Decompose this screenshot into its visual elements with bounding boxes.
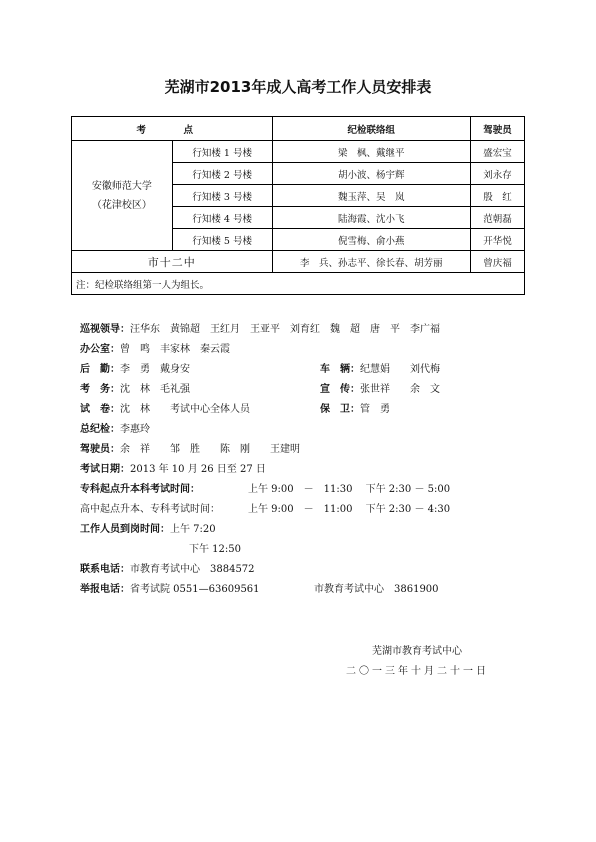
building-cell: 行知楼 3 号楼 [172,185,272,207]
papers-names: 沈 林 考试中心全体人员 [120,404,250,415]
contact-value: 市教育考试中心 3884572 [130,564,255,575]
exam-site-school [72,141,173,251]
report-value-city: 市教育考试中心 3861900 [314,584,439,595]
driver-cell: 开华悦 [471,229,525,251]
exam-affairs-line [80,380,190,395]
group-cell: 胡小波、杨宇辉 [272,163,471,185]
signature-date: 二〇一三年十月二十一日 [346,666,489,677]
exam-site-school2: 市十二中 [72,251,273,273]
publicity-label: 宣 传： [320,384,360,395]
logistics-line [80,360,190,375]
publicity-line [320,380,440,395]
discipline-names: 李惠玲 [120,424,150,435]
zsb-time-line [80,480,200,495]
arrive-am: 上午 7:20 [170,524,216,535]
school-campus: （花津校区） [91,199,152,211]
signature-org: 芜湖市教育考试中心 [372,646,462,657]
exam-date-value: 2013 年 10 月 26 日至 27 日 [130,464,266,475]
office-label: 办公室： [80,344,120,355]
gz-time-label: 高中起点升本、专科考试时间： [80,504,220,515]
arrive-pm: 下午 12:50 [189,544,241,555]
header-driver: 驾驶员 [471,117,525,141]
table-row [72,251,525,273]
inspection-names: 汪华东 黄锦超 王红月 王亚平 刘育红 魏 超 唐 平 李广福 [130,324,440,335]
discipline-line [80,420,150,435]
driver-cell: 曾庆福 [471,251,525,273]
gz-time-value: 上午 9:00 － 11:00 下午 2:30 － 4:30 [248,504,451,515]
header-discipline-group: 纪检联络组 [272,117,471,141]
vehicle-label: 车 辆： [320,364,360,375]
contact-line [80,560,255,575]
office-names: 曾 鸣 丰家林 秦云霞 [120,344,230,355]
drivers-label: 驾驶员： [80,444,120,455]
security-names: 管 勇 [360,404,390,415]
drivers-line [80,440,300,455]
table-header-row [72,117,525,141]
building-cell: 行知楼 1 号楼 [172,141,272,163]
exam-date-line [80,460,266,475]
gz-time-line [80,500,220,515]
security-line [320,400,390,415]
discipline-label: 总纪检： [80,424,120,435]
exam-date-label: 考试日期： [80,464,130,475]
group-cell: 陆海霞、沈小飞 [272,207,471,229]
driver-cell: 盛宏宝 [471,141,525,163]
page-title: 芜湖市2013年成人高考工作人员安排表 [164,78,432,96]
header-exam-site: 考 点 [72,117,273,141]
exam-affairs-label: 考 务： [80,384,120,395]
contact-label: 联系电话： [80,564,130,575]
papers-line [80,400,250,415]
group-cell: 李 兵、孙志平、徐长春、胡芳丽 [272,251,471,273]
building-cell: 行知楼 5 号楼 [172,229,272,251]
table-row [72,141,525,163]
building-cell: 行知楼 4 号楼 [172,207,272,229]
publicity-names: 张世祥 余 文 [360,384,440,395]
school-name: 安徽师范大学 [91,180,152,192]
table-note: 注：纪检联络组第一人为组长。 [72,273,525,295]
report-value-province: 省考试院 0551—63609561 [130,584,260,595]
inspection-label: 巡视领导： [80,324,130,335]
driver-cell: 刘永存 [471,163,525,185]
driver-cell: 范朝磊 [471,207,525,229]
schedule-table [71,116,525,295]
arrive-label: 工作人员到岗时间： [80,524,170,535]
zsb-time-label: 专科起点升本科考试时间： [80,484,200,495]
group-cell: 倪雪梅、俞小燕 [272,229,471,251]
inspection-line [80,320,440,335]
office-line [80,340,230,355]
report-line [80,580,260,595]
logistics-label: 后 勤： [80,364,120,375]
report-label: 举报电话： [80,584,130,595]
vehicle-names: 纪慧娟 刘代梅 [360,364,440,375]
driver-cell: 殷 红 [471,185,525,207]
drivers-names: 余 祥 邹 胜 陈 刚 王建明 [120,444,300,455]
building-cell: 行知楼 2 号楼 [172,163,272,185]
arrive-line [80,520,216,535]
logistics-names: 李 勇 戴身安 [120,364,190,375]
group-cell: 梁 枫、戴继平 [272,141,471,163]
vehicle-line [320,360,440,375]
table-note-row [72,273,525,295]
papers-label: 试 卷： [80,404,120,415]
zsb-time-value: 上午 9:00 － 11:30 下午 2:30 － 5:00 [248,484,451,495]
exam-affairs-names: 沈 林 毛礼强 [120,384,190,395]
security-label: 保 卫： [320,404,360,415]
group-cell: 魏玉萍、吴 岚 [272,185,471,207]
